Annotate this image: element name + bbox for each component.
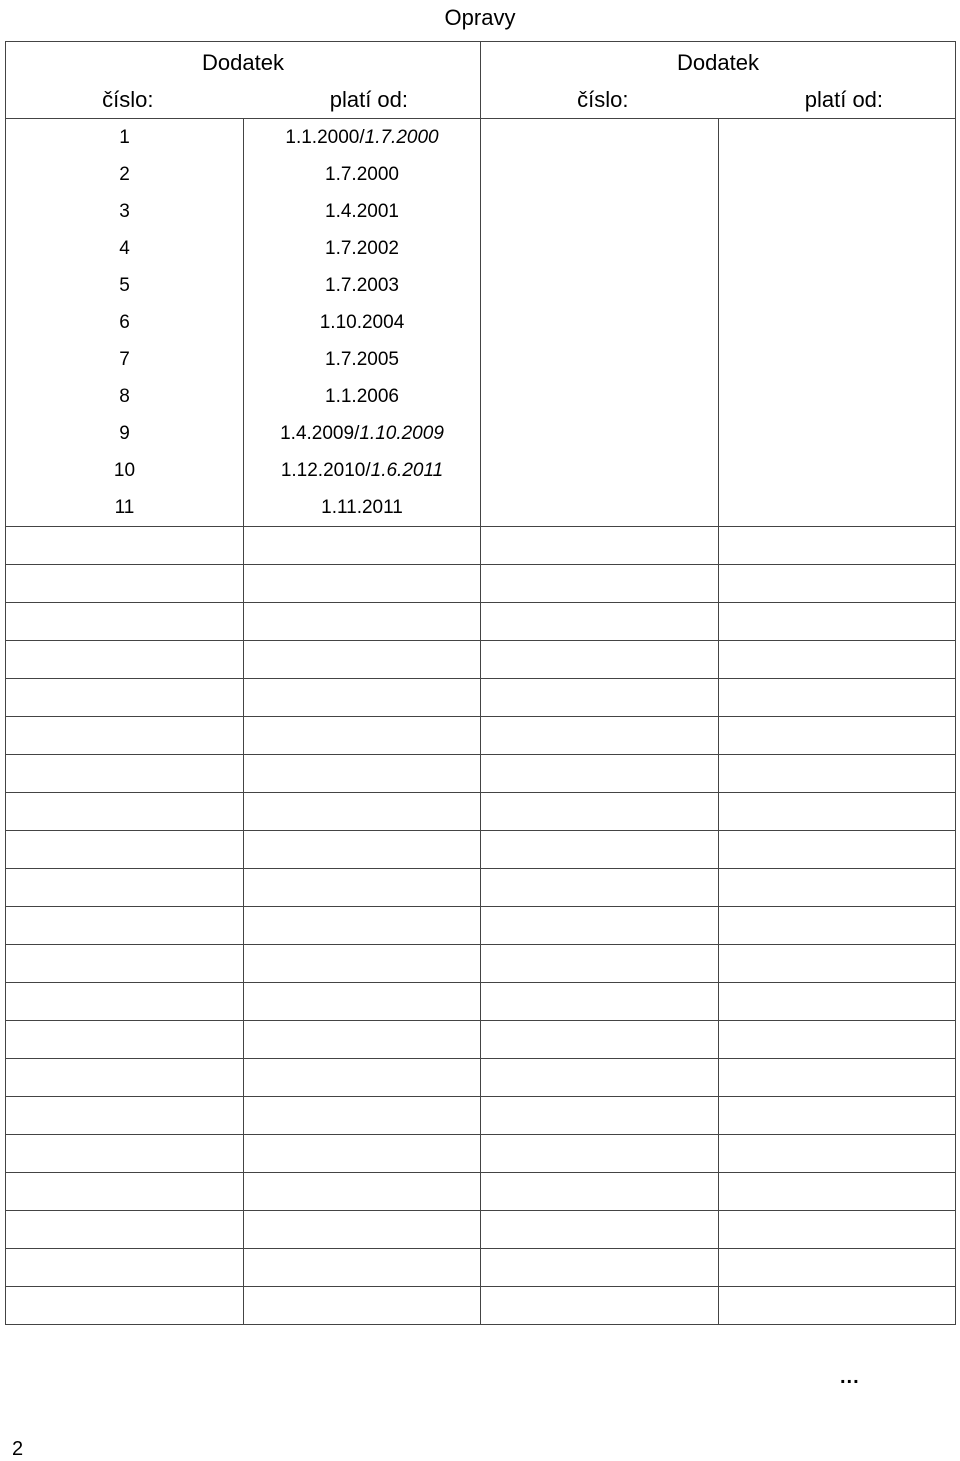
table-row-empty bbox=[6, 717, 956, 755]
amendment-number: 6 bbox=[119, 311, 130, 333]
amendment-valid-date-extra: 1.7.2000 bbox=[364, 126, 439, 148]
amendment-valid-date-extra: 1.6.2011 bbox=[370, 459, 444, 481]
correction-number-cell bbox=[481, 378, 719, 415]
correction-number-cell bbox=[481, 156, 719, 193]
correction-number-cell bbox=[481, 603, 719, 641]
amendment-number-cell bbox=[6, 1249, 244, 1287]
correction-valid-cell bbox=[719, 679, 956, 717]
table-row-empty bbox=[6, 1211, 956, 1249]
correction-valid-cell bbox=[719, 1173, 956, 1211]
table-row-empty bbox=[6, 755, 956, 793]
amendment-number-cell bbox=[6, 156, 244, 193]
amendment-number-cell bbox=[6, 717, 244, 755]
correction-number-cell bbox=[481, 1211, 719, 1249]
amendment-valid-cell bbox=[244, 489, 481, 527]
amendment-number-cell bbox=[6, 1135, 244, 1173]
correction-number-cell bbox=[481, 230, 719, 267]
table-row-empty bbox=[6, 983, 956, 1021]
correction-number-cell bbox=[481, 1287, 719, 1325]
correction-number-cell bbox=[481, 945, 719, 983]
amendment-valid-cell bbox=[244, 1211, 481, 1249]
correction-number-cell bbox=[481, 793, 719, 831]
table-row bbox=[6, 304, 956, 341]
amendment-number-cell bbox=[6, 119, 244, 157]
correction-valid-cell bbox=[719, 156, 956, 193]
amendment-valid-cell bbox=[244, 983, 481, 1021]
page-number: 2 bbox=[12, 1438, 24, 1460]
amendment-valid-cell bbox=[244, 793, 481, 831]
correction-number-cell bbox=[481, 907, 719, 945]
amendment-valid-cell bbox=[244, 679, 481, 717]
amendment-valid-cell bbox=[244, 1173, 481, 1211]
amendment-valid-cell bbox=[244, 755, 481, 793]
amendment-number: 8 bbox=[119, 385, 130, 407]
amendment-number-cell bbox=[6, 869, 244, 907]
correction-valid-cell bbox=[719, 230, 956, 267]
correction-number-cell bbox=[481, 1135, 719, 1173]
amendment-valid-cell bbox=[244, 717, 481, 755]
correction-number-cell bbox=[481, 119, 719, 157]
table-row bbox=[6, 230, 956, 267]
correction-valid-cell bbox=[719, 755, 956, 793]
table-row bbox=[6, 415, 956, 452]
correction-number-cell bbox=[481, 1097, 719, 1135]
correction-valid-cell bbox=[719, 869, 956, 907]
amendment-number-cell bbox=[6, 945, 244, 983]
correction-valid-cell bbox=[719, 304, 956, 341]
correction-number-cell bbox=[481, 869, 719, 907]
amendment-valid-cell bbox=[244, 869, 481, 907]
right-group-header: Dodatek bbox=[481, 42, 956, 82]
amendment-valid-cell bbox=[244, 945, 481, 983]
amendment-valid-cell bbox=[244, 1097, 481, 1135]
amendment-valid-cell bbox=[244, 378, 481, 415]
group-header-row bbox=[6, 42, 956, 82]
amendment-valid-date: 1.1.2006 bbox=[325, 385, 399, 407]
correction-valid-cell bbox=[719, 341, 956, 378]
correction-number-cell bbox=[481, 831, 719, 869]
amendment-valid-cell bbox=[244, 603, 481, 641]
correction-number-cell bbox=[481, 304, 719, 341]
amendment-number-cell bbox=[6, 755, 244, 793]
table-row-empty bbox=[6, 1287, 956, 1325]
correction-valid-cell bbox=[719, 945, 956, 983]
amendment-number-cell bbox=[6, 341, 244, 378]
correction-valid-cell bbox=[719, 831, 956, 869]
amendment-number-cell bbox=[6, 527, 244, 565]
amendment-number-cell bbox=[6, 452, 244, 489]
amendment-valid-date-extra: 1.10.2009 bbox=[359, 422, 444, 444]
table-row-empty bbox=[6, 1097, 956, 1135]
amendment-valid-cell bbox=[244, 831, 481, 869]
left-group-header: Dodatek bbox=[6, 42, 481, 82]
table-row-empty bbox=[6, 641, 956, 679]
amendment-valid-cell bbox=[244, 156, 481, 193]
correction-number-cell bbox=[481, 193, 719, 230]
amendment-number-cell bbox=[6, 831, 244, 869]
correction-number-cell bbox=[481, 1173, 719, 1211]
col-valid-header-right: platí od: bbox=[719, 81, 956, 119]
table-row bbox=[6, 341, 956, 378]
amendment-number-cell bbox=[6, 1021, 244, 1059]
correction-valid-cell bbox=[719, 793, 956, 831]
amendment-number: 9 bbox=[119, 422, 130, 444]
amendment-number-cell bbox=[6, 1287, 244, 1325]
amendment-valid-date: 1.7.2002 bbox=[325, 237, 399, 259]
correction-number-cell bbox=[481, 717, 719, 755]
amendment-valid-cell bbox=[244, 230, 481, 267]
correction-valid-cell bbox=[719, 1249, 956, 1287]
correction-valid-cell bbox=[719, 527, 956, 565]
correction-number-cell bbox=[481, 267, 719, 304]
amendment-valid-date: 1.10.2004 bbox=[319, 311, 405, 333]
amendment-number-cell bbox=[6, 793, 244, 831]
correction-valid-cell bbox=[719, 1021, 956, 1059]
table-row-empty bbox=[6, 831, 956, 869]
table-row bbox=[6, 193, 956, 230]
amendment-valid-cell bbox=[244, 1249, 481, 1287]
correction-number-cell bbox=[481, 1021, 719, 1059]
amendment-number-cell bbox=[6, 1059, 244, 1097]
correction-number-cell bbox=[481, 341, 719, 378]
table-row bbox=[6, 267, 956, 304]
table-row-empty bbox=[6, 527, 956, 565]
table-row-empty bbox=[6, 1249, 956, 1287]
amendment-number: 7 bbox=[119, 348, 130, 370]
table-row bbox=[6, 119, 956, 157]
table-row-empty bbox=[6, 603, 956, 641]
correction-valid-cell bbox=[719, 1211, 956, 1249]
correction-valid-cell bbox=[719, 452, 956, 489]
table-row bbox=[6, 489, 956, 527]
amendment-valid-cell bbox=[244, 907, 481, 945]
correction-valid-cell bbox=[719, 119, 956, 157]
amendment-valid-cell bbox=[244, 565, 481, 603]
continuation-mark: ... bbox=[840, 1366, 860, 1388]
correction-valid-cell bbox=[719, 907, 956, 945]
amendment-number-cell bbox=[6, 193, 244, 230]
correction-number-cell bbox=[481, 1249, 719, 1287]
amendment-valid-cell bbox=[244, 641, 481, 679]
correction-number-cell bbox=[481, 565, 719, 603]
amendment-valid-date: 1.7.2000 bbox=[325, 163, 399, 185]
table-row-empty bbox=[6, 565, 956, 603]
amendment-number: 5 bbox=[119, 274, 130, 296]
amendment-number-cell bbox=[6, 378, 244, 415]
amendment-valid-cell bbox=[244, 304, 481, 341]
table-row-empty bbox=[6, 945, 956, 983]
amendment-number-cell bbox=[6, 304, 244, 341]
amendment-number-cell bbox=[6, 907, 244, 945]
correction-valid-cell bbox=[719, 983, 956, 1021]
amendment-number-cell bbox=[6, 565, 244, 603]
amendment-valid-cell bbox=[244, 1021, 481, 1059]
correction-valid-cell bbox=[719, 1135, 956, 1173]
correction-number-cell bbox=[481, 641, 719, 679]
amendment-valid-date: 1.7.2005 bbox=[325, 348, 399, 370]
amendment-number-cell bbox=[6, 415, 244, 452]
table-row-empty bbox=[6, 907, 956, 945]
table-row-empty bbox=[6, 869, 956, 907]
table-row-empty bbox=[6, 679, 956, 717]
correction-number-cell bbox=[481, 1059, 719, 1097]
col-valid-header: platí od: bbox=[244, 81, 481, 119]
correction-number-cell bbox=[481, 755, 719, 793]
amendment-number: 4 bbox=[119, 237, 130, 259]
amendment-number: 3 bbox=[119, 200, 130, 222]
amendment-number-cell bbox=[6, 983, 244, 1021]
correction-valid-cell bbox=[719, 489, 956, 527]
amendment-number-cell bbox=[6, 679, 244, 717]
amendment-number-cell bbox=[6, 1211, 244, 1249]
correction-valid-cell bbox=[719, 415, 956, 452]
amendment-number: 2 bbox=[119, 163, 130, 185]
correction-valid-cell bbox=[719, 193, 956, 230]
correction-valid-cell bbox=[719, 1059, 956, 1097]
correction-valid-cell bbox=[719, 641, 956, 679]
page-title: Opravy bbox=[444, 5, 516, 30]
amendment-number-cell bbox=[6, 230, 244, 267]
amendment-valid-cell bbox=[244, 452, 481, 489]
amendment-number-cell bbox=[6, 1097, 244, 1135]
col-number-header-right: číslo: bbox=[481, 81, 719, 119]
amendment-valid-date: 1.1.2000/ bbox=[285, 126, 365, 148]
amendment-valid-date: 1.12.2010/ bbox=[280, 459, 371, 481]
correction-number-cell bbox=[481, 983, 719, 1021]
correction-valid-cell bbox=[719, 565, 956, 603]
correction-number-cell bbox=[481, 489, 719, 527]
amendment-valid-cell bbox=[244, 527, 481, 565]
amendment-valid-cell bbox=[244, 1135, 481, 1173]
correction-number-cell bbox=[481, 452, 719, 489]
col-number-header: číslo: bbox=[6, 81, 244, 119]
amendment-number-cell bbox=[6, 603, 244, 641]
column-header-row bbox=[6, 81, 956, 119]
correction-number-cell bbox=[481, 527, 719, 565]
table-row-empty bbox=[6, 793, 956, 831]
amendment-valid-date: 1.11.2011 bbox=[321, 496, 403, 518]
amendment-valid-cell bbox=[244, 341, 481, 378]
amendment-number: 1 bbox=[119, 126, 130, 148]
table-row-empty bbox=[6, 1173, 956, 1211]
amendment-valid-date: 1.7.2003 bbox=[325, 274, 399, 296]
table-row-empty bbox=[6, 1021, 956, 1059]
amendment-valid-cell bbox=[244, 415, 481, 452]
table-row bbox=[6, 156, 956, 193]
correction-valid-cell bbox=[719, 267, 956, 304]
amendment-number-cell bbox=[6, 641, 244, 679]
table-row-empty bbox=[6, 1059, 956, 1097]
amendment-valid-cell bbox=[244, 193, 481, 230]
amendment-valid-cell bbox=[244, 119, 481, 157]
amendment-valid-date: 1.4.2001 bbox=[325, 200, 399, 222]
correction-number-cell bbox=[481, 679, 719, 717]
amendment-number: 10 bbox=[113, 459, 136, 481]
table-row bbox=[6, 378, 956, 415]
correction-valid-cell bbox=[719, 1097, 956, 1135]
correction-number-cell bbox=[481, 415, 719, 452]
table-row-empty bbox=[6, 1135, 956, 1173]
amendment-valid-cell bbox=[244, 1059, 481, 1097]
correction-valid-cell bbox=[719, 378, 956, 415]
correction-valid-cell bbox=[719, 1287, 956, 1325]
amendment-valid-date: 1.4.2009/ bbox=[280, 422, 360, 444]
amendment-valid-cell bbox=[244, 1287, 481, 1325]
amendment-number: 11 bbox=[114, 496, 135, 518]
amendment-valid-cell bbox=[244, 267, 481, 304]
correction-valid-cell bbox=[719, 603, 956, 641]
correction-valid-cell bbox=[719, 717, 956, 755]
amendments-table bbox=[5, 41, 956, 1325]
amendment-number-cell bbox=[6, 489, 244, 527]
amendment-number-cell bbox=[6, 1173, 244, 1211]
table-row bbox=[6, 452, 956, 489]
amendment-number-cell bbox=[6, 267, 244, 304]
